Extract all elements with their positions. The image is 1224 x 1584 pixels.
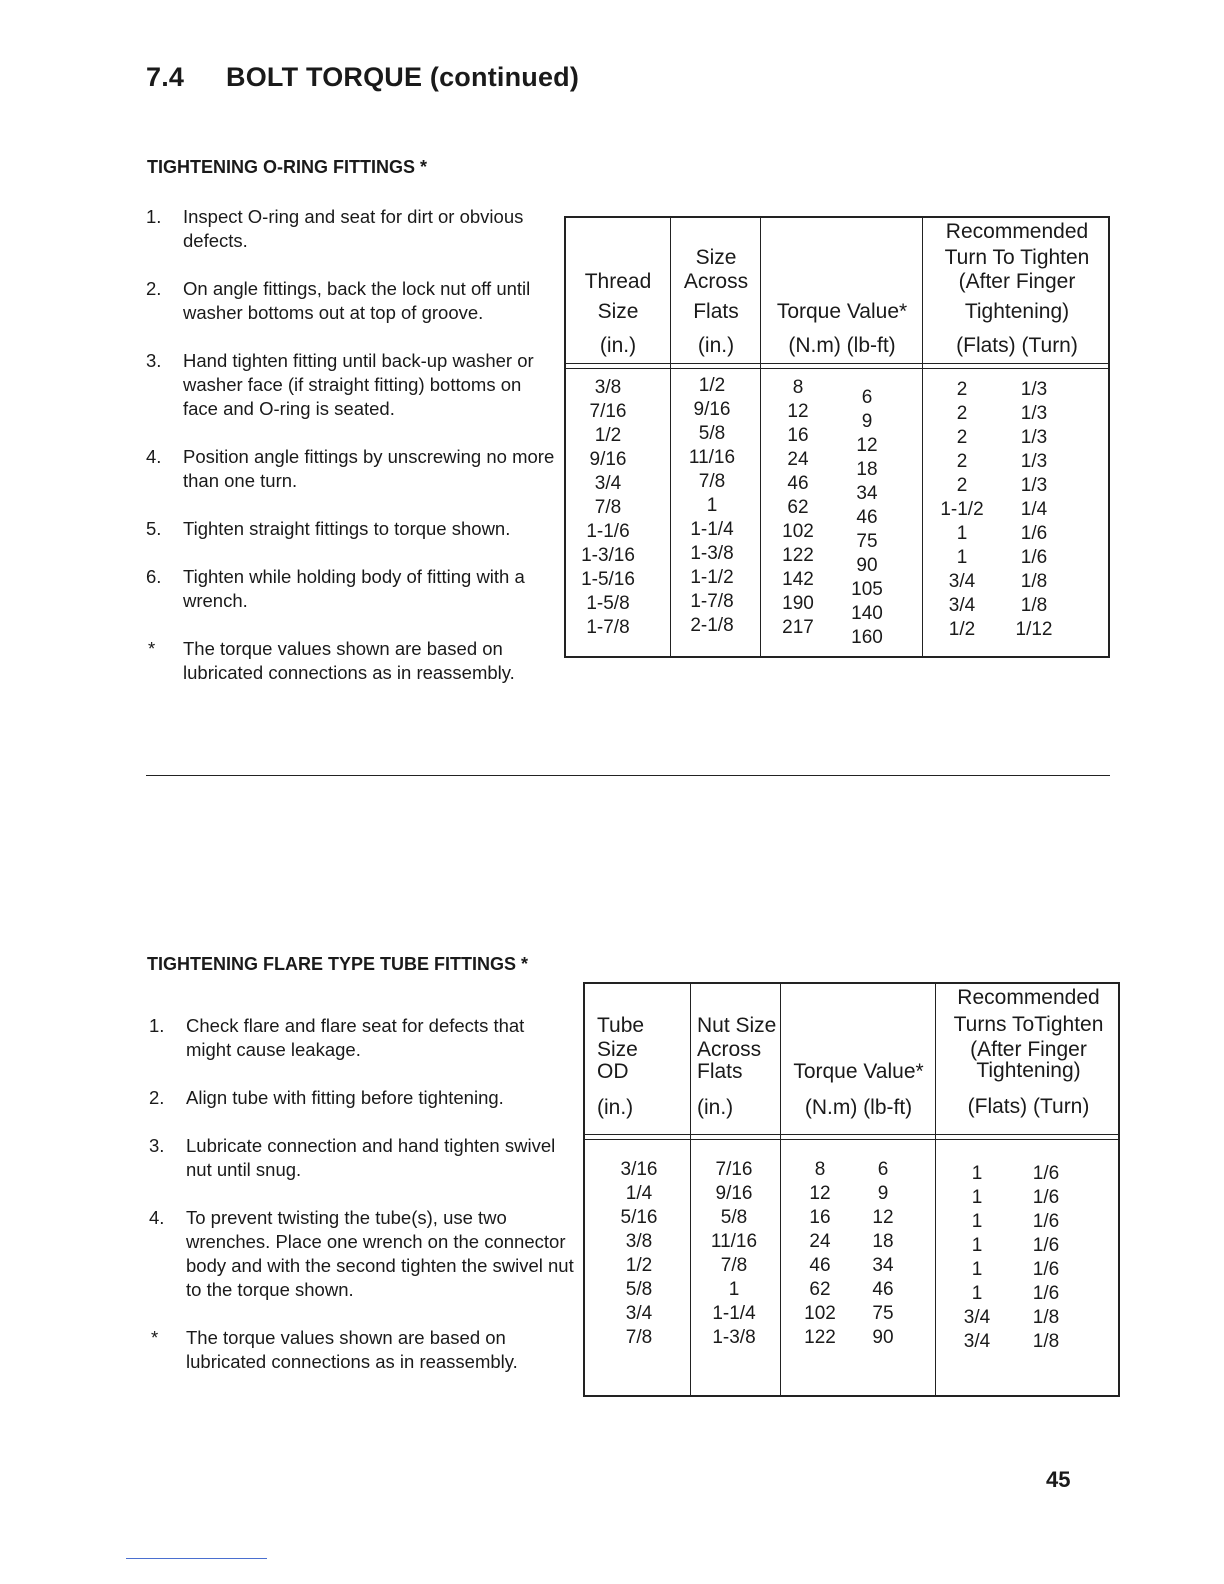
table-cell: 9/16 bbox=[589, 449, 627, 470]
table-cell: 3/16 bbox=[620, 1159, 658, 1180]
col-turn bbox=[1013, 1162, 1079, 1354]
table-cell: 6 bbox=[877, 1159, 889, 1180]
table-cell: 1-1/2 bbox=[940, 499, 984, 520]
col-tube-size bbox=[605, 1158, 673, 1350]
table-cell: 2-1/8 bbox=[690, 615, 734, 636]
oring-step: 3. Hand tighten fitting until back-up washer or washer face (if straight fitting) bottoms on face and O-ring is seated. bbox=[146, 350, 534, 419]
table-cell: 2 bbox=[956, 451, 968, 472]
table-cell: 102 bbox=[804, 1303, 836, 1324]
table-cell: 1/3 bbox=[1020, 427, 1048, 448]
table-cell: 190 bbox=[782, 593, 814, 614]
header-tube-size: Tube Size OD (in.) bbox=[597, 1014, 645, 1119]
table-cell: 1/8 bbox=[1032, 1307, 1060, 1328]
table-cell: 8 bbox=[814, 1159, 826, 1180]
table-cell: 12 bbox=[856, 435, 878, 456]
table-cell: 12 bbox=[809, 1183, 831, 1204]
col-turn bbox=[1002, 378, 1066, 642]
table-cell: 1/3 bbox=[1020, 403, 1048, 424]
table-cell: 11/16 bbox=[710, 1231, 758, 1252]
table-cell: 1 bbox=[971, 1211, 983, 1232]
header-across-flats: Size Across Flats (in.) bbox=[683, 246, 749, 357]
header-torque-value: Torque Value* (N.m) (lb-ft) bbox=[793, 1060, 924, 1119]
section-divider bbox=[146, 775, 1110, 776]
col-torque-nm bbox=[766, 376, 830, 640]
table-cell: 5/8 bbox=[720, 1207, 748, 1228]
col-flats bbox=[941, 1162, 1013, 1354]
table-cell: 217 bbox=[782, 617, 814, 638]
table-cell: 1 bbox=[971, 1259, 983, 1280]
table-cell: 1-3/8 bbox=[690, 543, 734, 564]
table-cell: 18 bbox=[872, 1231, 894, 1252]
table-cell: 1/8 bbox=[1032, 1331, 1060, 1352]
table-cell: 122 bbox=[782, 545, 814, 566]
oring-torque-table bbox=[564, 216, 1110, 658]
table-cell: 1 bbox=[706, 495, 718, 516]
col-torque-nm bbox=[791, 1158, 849, 1350]
table-cell: 90 bbox=[872, 1327, 894, 1348]
flare-note: * The torque values shown are based on lubricated connections as in reassembly. bbox=[151, 1327, 518, 1372]
oring-step: 4. Position angle fittings by unscrewing no more than one turn. bbox=[146, 446, 555, 491]
table-cell: 7/16 bbox=[589, 401, 627, 422]
table-cell: 1/12 bbox=[1015, 619, 1053, 640]
oring-steps bbox=[146, 205, 561, 685]
table-cell: 9 bbox=[861, 411, 873, 432]
col-nut-size bbox=[695, 1158, 773, 1350]
table-cell: 34 bbox=[856, 483, 878, 504]
table-cell: 7/8 bbox=[720, 1255, 748, 1276]
col-torque-lbft bbox=[834, 386, 900, 650]
table-cell: 1/6 bbox=[1032, 1163, 1060, 1184]
table-cell: 1/6 bbox=[1032, 1235, 1060, 1256]
table-cell: 11/16 bbox=[688, 447, 736, 468]
table-cell: 62 bbox=[809, 1279, 831, 1300]
header-recommended-turn: Recommended Turn To Tighten (After Finger Tightening) (Flats) (Turn) bbox=[944, 220, 1090, 357]
table-cell: 1 bbox=[971, 1163, 983, 1184]
section-title: BOLT TORQUE (continued) bbox=[226, 62, 580, 92]
table-cell: 46 bbox=[787, 473, 809, 494]
table-cell: 1-5/8 bbox=[586, 593, 630, 614]
table-cell: 2 bbox=[956, 475, 968, 496]
table-cell: 1 bbox=[956, 523, 968, 544]
table-cell: 1-3/16 bbox=[581, 545, 635, 566]
table-cell: 1/4 bbox=[1020, 499, 1048, 520]
table-cell: 1/3 bbox=[1020, 379, 1048, 400]
oring-step: 6. Tighten while holding body of fitting with a wrench. bbox=[146, 566, 525, 611]
table-cell: 75 bbox=[872, 1303, 894, 1324]
table-cell: 1 bbox=[971, 1283, 983, 1304]
table-cell: 16 bbox=[787, 425, 809, 446]
col-flats bbox=[924, 378, 1000, 642]
oring-heading: TIGHTENING O-RING FITTINGS * bbox=[147, 157, 427, 177]
table-cell: 9/16 bbox=[693, 399, 731, 420]
table-cell: 3/4 bbox=[625, 1303, 653, 1324]
header-nut-size: Nut Size Across Flats (in.) bbox=[697, 1014, 777, 1119]
table-cell: 1-1/4 bbox=[690, 519, 734, 540]
table-cell: 7/8 bbox=[625, 1327, 653, 1348]
table-cell: 1 bbox=[971, 1187, 983, 1208]
table-cell: 3/4 bbox=[963, 1307, 991, 1328]
table-cell: 34 bbox=[872, 1255, 894, 1276]
table-cell: 3/4 bbox=[594, 473, 622, 494]
table-cell: 7/8 bbox=[594, 497, 622, 518]
table-cell: 1-3/8 bbox=[712, 1327, 756, 1348]
table-cell: 1-7/8 bbox=[586, 617, 630, 638]
table-cell: 140 bbox=[851, 603, 883, 624]
table-cell: 1-5/16 bbox=[581, 569, 635, 590]
table-cell: 1-1/4 bbox=[712, 1303, 756, 1324]
col-torque-lbft bbox=[853, 1158, 913, 1350]
page-number: 45 bbox=[1046, 1467, 1071, 1492]
table-cell: 5/8 bbox=[698, 423, 726, 444]
table-cell: 24 bbox=[809, 1231, 831, 1252]
table-cell: 75 bbox=[856, 531, 878, 552]
table-cell: 2 bbox=[956, 379, 968, 400]
table-cell: 1/3 bbox=[1020, 451, 1048, 472]
table-cell: 12 bbox=[787, 401, 809, 422]
table-cell: 1/8 bbox=[1020, 571, 1048, 592]
table-cell: 7/16 bbox=[715, 1159, 753, 1180]
table-cell: 160 bbox=[851, 627, 883, 648]
table-cell: 1 bbox=[971, 1235, 983, 1256]
table-cell: 1/6 bbox=[1020, 547, 1048, 568]
col-thread-size bbox=[566, 376, 650, 640]
table-cell: 1/6 bbox=[1032, 1259, 1060, 1280]
table-cell: 9/16 bbox=[715, 1183, 753, 1204]
table-cell: 46 bbox=[872, 1279, 894, 1300]
flare-heading: TIGHTENING FLARE TYPE TUBE FITTINGS * bbox=[147, 954, 529, 974]
flare-step: 1. Check flare and flare seat for defects that might cause leakage. bbox=[149, 1015, 525, 1060]
page-title bbox=[146, 62, 579, 93]
col-across-flats bbox=[672, 374, 752, 638]
section-number: 7.4 bbox=[146, 62, 185, 92]
table-cell: 1/6 bbox=[1020, 523, 1048, 544]
table-cell: 1-1/2 bbox=[690, 567, 734, 588]
table-cell: 62 bbox=[787, 497, 809, 518]
flare-step: 4. To prevent twisting the tube(s), use two wrenches. Place one wrench on the connector body and with the second tighten the swivel nut to the torque shown. bbox=[149, 1207, 574, 1300]
table-cell: 18 bbox=[856, 459, 878, 480]
table-cell: 1-1/6 bbox=[586, 521, 630, 542]
header-thread-size: Thread Size (in.) bbox=[584, 270, 652, 357]
table-cell: 46 bbox=[809, 1255, 831, 1276]
table-cell: 16 bbox=[809, 1207, 831, 1228]
table-cell: 7/8 bbox=[698, 471, 726, 492]
table-cell: 3/8 bbox=[594, 377, 622, 398]
table-cell: 122 bbox=[804, 1327, 836, 1348]
table-cell: 1/3 bbox=[1020, 475, 1048, 496]
table-cell: 1 bbox=[728, 1279, 740, 1300]
table-cell: 1/2 bbox=[594, 425, 622, 446]
flare-step: 2. Align tube with fitting before tightening. bbox=[149, 1087, 504, 1108]
table-cell: 3/4 bbox=[948, 595, 976, 616]
table-cell: 3/4 bbox=[963, 1331, 991, 1352]
table-cell: 3/4 bbox=[948, 571, 976, 592]
flare-step: 3. Lubricate connection and hand tighten swivel nut until snug. bbox=[149, 1135, 556, 1180]
table-cell: 1 bbox=[956, 547, 968, 568]
oring-step: 5. Tighten straight fittings to torque shown. bbox=[146, 518, 511, 539]
oring-step: 1. Inspect O-ring and seat for dirt or obvious defects. bbox=[146, 206, 524, 251]
table-cell: 102 bbox=[782, 521, 814, 542]
table-cell: 8 bbox=[792, 377, 804, 398]
table-cell: 1-7/8 bbox=[690, 591, 734, 612]
table-cell: 142 bbox=[782, 569, 814, 590]
table-cell: 90 bbox=[856, 555, 878, 576]
table-cell: 6 bbox=[861, 387, 873, 408]
table-cell: 9 bbox=[877, 1183, 889, 1204]
table-cell: 1/6 bbox=[1032, 1211, 1060, 1232]
flare-torque-table bbox=[583, 982, 1120, 1397]
table-cell: 2 bbox=[956, 403, 968, 424]
table-cell: 24 bbox=[787, 449, 809, 470]
table-cell: 1/2 bbox=[698, 375, 726, 396]
header-recommended-turns: Recommended Turns ToTighten (After Finger Tightening) (Flats) (Turn) bbox=[953, 986, 1104, 1118]
table-cell: 1/6 bbox=[1032, 1283, 1060, 1304]
table-cell: 1/2 bbox=[948, 619, 976, 640]
table-cell: 1/2 bbox=[625, 1255, 653, 1276]
footer-line bbox=[126, 1558, 267, 1559]
oring-step: 2. On angle fittings, back the lock nut off until washer bottoms out at top of groove. bbox=[146, 278, 531, 323]
table-cell: 1/8 bbox=[1020, 595, 1048, 616]
table-cell: 46 bbox=[856, 507, 878, 528]
table-cell: 5/8 bbox=[625, 1279, 653, 1300]
table-cell: 1/6 bbox=[1032, 1187, 1060, 1208]
table-cell: 105 bbox=[851, 579, 883, 600]
table-cell: 2 bbox=[956, 427, 968, 448]
table-cell: 1/4 bbox=[625, 1183, 653, 1204]
oring-note: * The torque values shown are based on lubricated connections as in reassembly. bbox=[148, 638, 515, 683]
table-cell: 3/8 bbox=[625, 1231, 653, 1252]
header-torque-value: Torque Value* (N.m) (lb-ft) bbox=[776, 300, 908, 357]
table-cell: 12 bbox=[872, 1207, 894, 1228]
table-cell: 5/16 bbox=[620, 1207, 658, 1228]
flare-steps bbox=[149, 1014, 574, 1374]
